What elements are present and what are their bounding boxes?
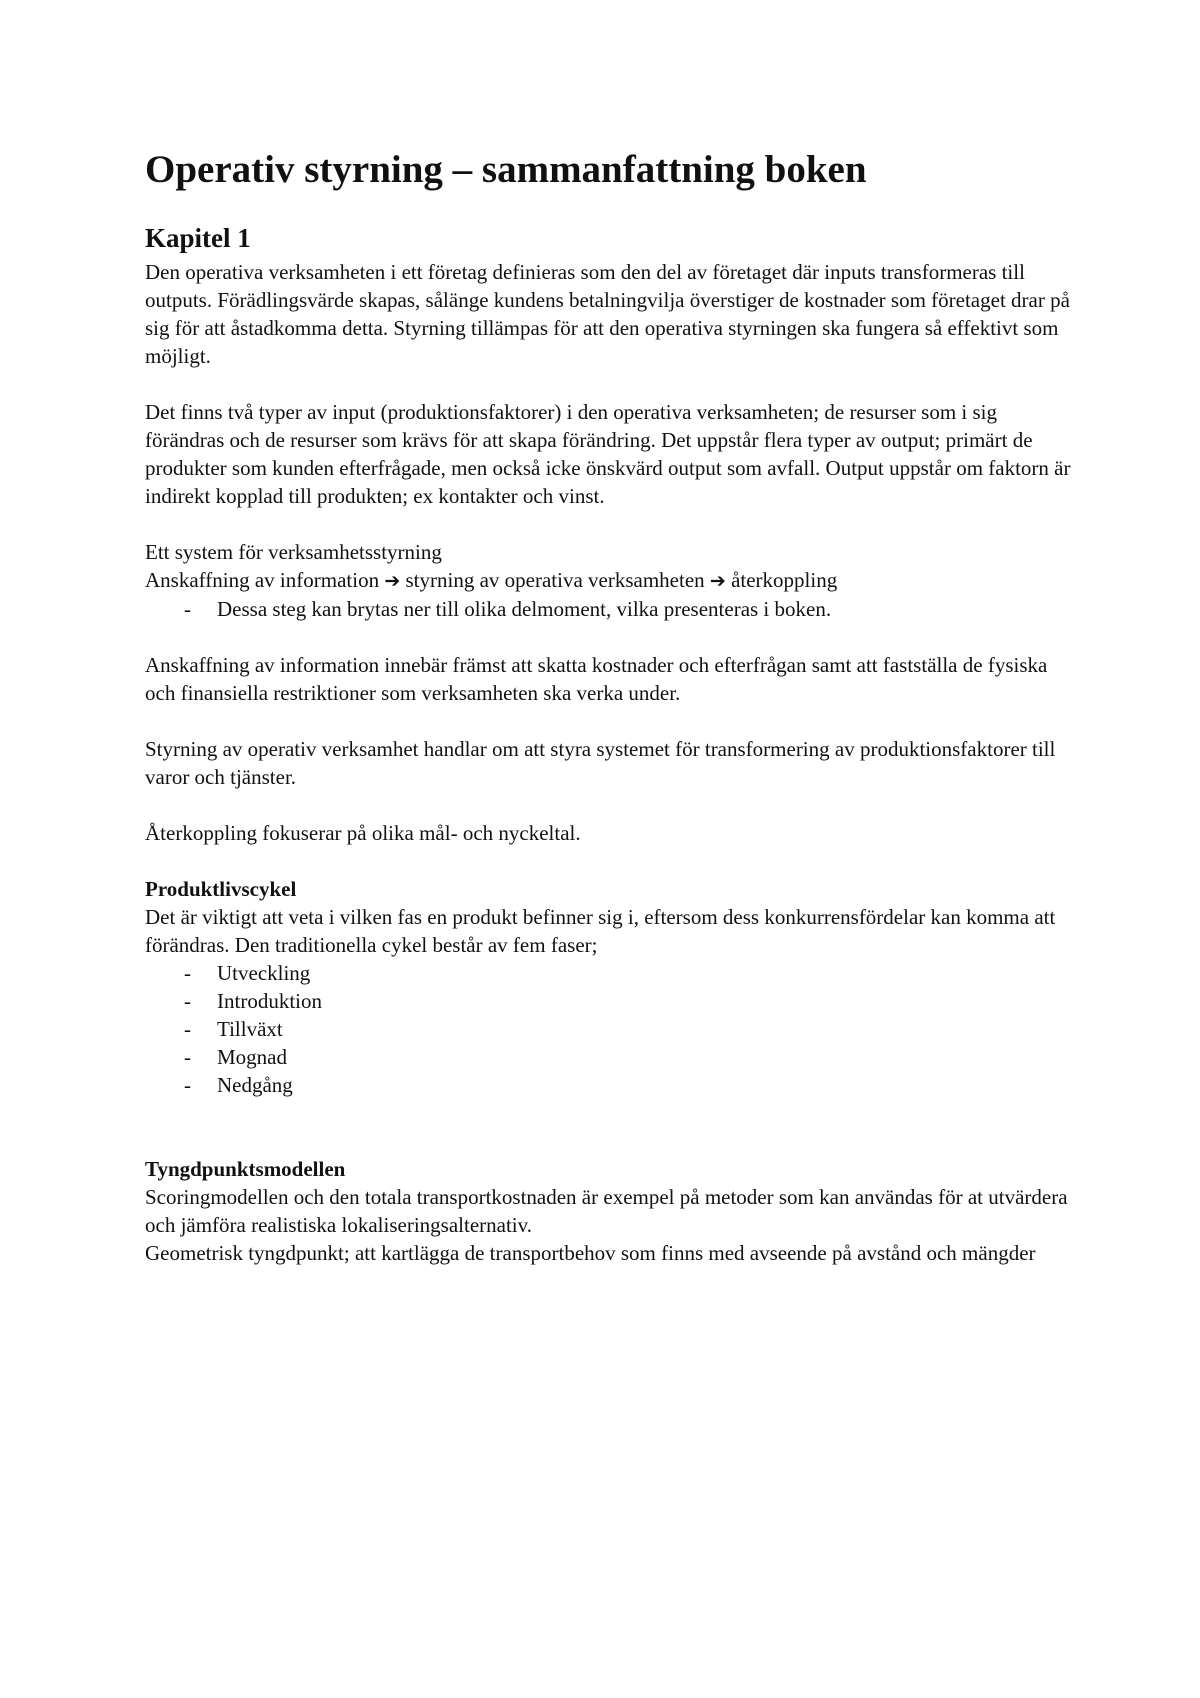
list-item-text: Utveckling <box>217 961 311 985</box>
document-body <box>145 140 1075 1267</box>
dash-bullet: - <box>184 1045 191 1069</box>
list-item-text: Introduktion <box>217 989 322 1013</box>
spacer <box>145 1099 1075 1155</box>
product-lifecycle-heading: Produktlivscykel <box>145 877 297 901</box>
list-item <box>145 987 1075 1015</box>
spacer <box>145 707 1075 735</box>
list-item <box>145 595 1075 623</box>
list-item-text: Tillväxt <box>217 1017 283 1041</box>
dash-bullet: - <box>184 1017 191 1041</box>
list-item-text: Mognad <box>217 1045 287 1069</box>
paragraph-input-output: Det finns två typer av input (produktionsfaktorer) i den operativa verksamheten; de resurser som i sig förändras och de resurser som krävs för att skapa förändring. Det uppstår flera typer av output; primärt de produkter som kunden efterfrågade, men också icke önskvärd output som avfall. Output uppstår om faktorn är indirekt kopplad till produkten; ex kontakter och vinst. <box>145 400 1071 508</box>
spacer <box>145 510 1075 538</box>
paragraph-information: Anskaffning av information innebär främst att skatta kostnader och efterfrågan samt att fastställa de fysiska och finansiella restriktioner som verksamheten ska verka under. <box>145 653 1048 705</box>
list-item <box>145 1015 1075 1043</box>
centroid-model-heading: Tyngdpunktsmodellen <box>145 1157 346 1181</box>
paragraph-operative-definition: Den operativa verksamheten i ett företag definieras som den del av företaget där inputs transformeras till outputs. Förädlingsvärde skapas, sålänge kundens betalningvilja överstiger de kostnader som företaget drar på sig för att åstadkomma detta. Styrning tillämpas för att den operativa styrningen ska fungera så effektivt som möjligt. <box>145 260 1070 368</box>
centroid-model-text: Scoringmodellen och den totala transportkostnaden är exempel på metoder som kan användas för at utvärdera och jämföra realistiska lokaliseringsalternativ. <box>145 1185 1068 1237</box>
list-item-text: Dessa steg kan brytas ner till olika delmoment, vilka presenteras i boken. <box>217 597 832 621</box>
flow-step-feedback: återkoppling <box>731 568 838 592</box>
product-lifecycle-text: Det är viktigt att veta i vilken fas en produkt befinner sig i, eftersom dess konkurrensfördelar kan komma att förändras. Den traditionella cykel består av fem faser; <box>145 905 1056 957</box>
lifecycle-phase-list <box>145 959 1075 1099</box>
centroid-model-geometric: Geometrisk tyngdpunkt; att kartlägga de transportbehov som finns med avseende på avstånd och mängder <box>145 1241 1036 1265</box>
flow-step-control: styrning av operativa verksamheten <box>405 568 705 592</box>
arrow-right-icon: ➔ <box>384 570 401 592</box>
paragraph-control: Styrning av operativ verksamhet handlar om att styra systemet för transformering av produktionsfaktorer till varor och tjänster. <box>145 737 1056 789</box>
list-item-text: Nedgång <box>217 1073 293 1097</box>
list-item <box>145 1043 1075 1071</box>
spacer <box>145 623 1075 651</box>
list-item <box>145 1071 1075 1099</box>
list-item <box>145 959 1075 987</box>
chapter-heading: Kapitel 1 <box>145 223 251 253</box>
spacer <box>145 847 1075 875</box>
flow-note-list <box>145 595 1075 623</box>
dash-bullet: - <box>184 989 191 1013</box>
flow-step-information: Anskaffning av information <box>145 568 380 592</box>
dash-bullet: - <box>184 597 191 621</box>
system-flow <box>145 566 1075 595</box>
spacer <box>145 370 1075 398</box>
dash-bullet: - <box>184 1073 191 1097</box>
arrow-right-icon: ➔ <box>709 570 726 592</box>
system-heading: Ett system för verksamhetsstyrning <box>145 540 442 564</box>
dash-bullet: - <box>184 961 191 985</box>
paragraph-feedback: Återkoppling fokuserar på olika mål- och nyckeltal. <box>145 821 581 845</box>
spacer <box>145 791 1075 819</box>
document-title: Operativ styrning – sammanfattning boken <box>145 148 867 191</box>
